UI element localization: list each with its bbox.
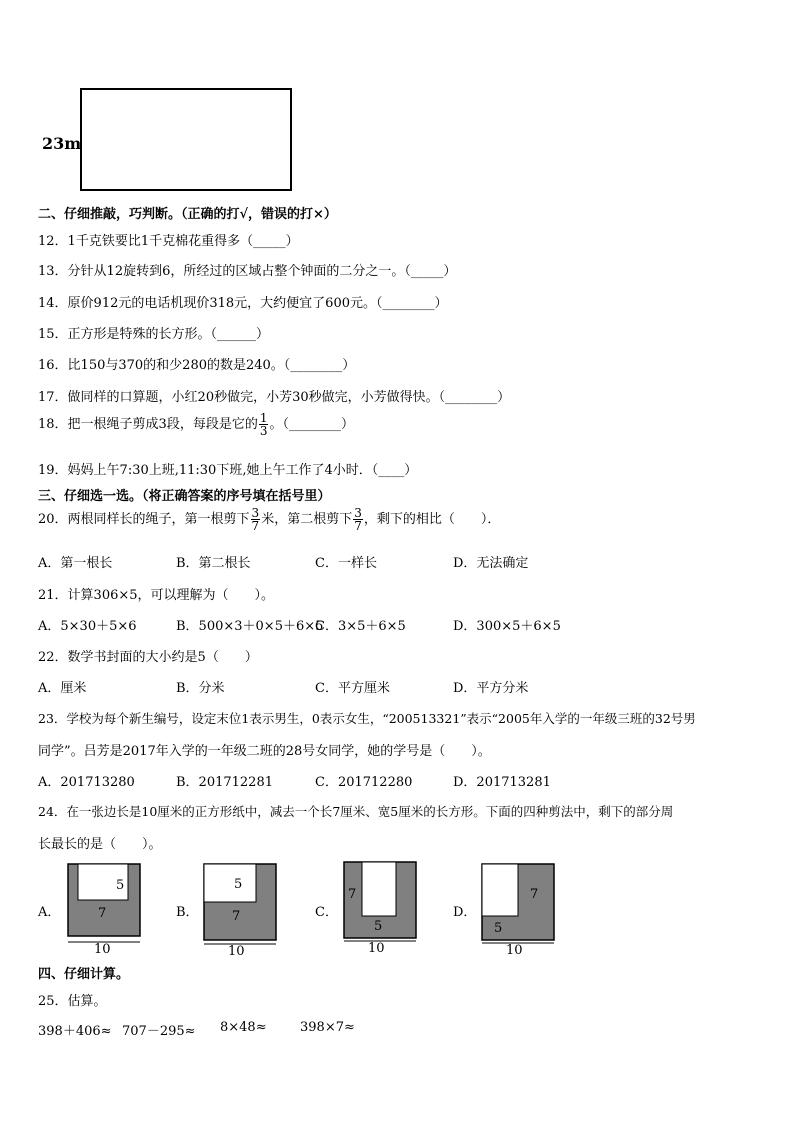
q24-label-a: A．: [38, 905, 61, 920]
q24-figure-c: [336, 860, 422, 958]
q20-option-c: C．一样长: [315, 556, 377, 571]
question-14: 14．原价912元的电话机现价318元，大约便宜了600元。（________）: [38, 296, 448, 311]
figure-label: 7: [348, 887, 357, 902]
q23-option-b: B．201712281: [176, 775, 273, 790]
question-20-part2: 米，第二根剪下: [261, 512, 353, 527]
q21-option-d: D．300×5＋6×5: [453, 619, 561, 634]
figure-label: 10: [228, 944, 245, 958]
q24-figure-a: [60, 862, 142, 958]
figure-label: 7: [98, 906, 107, 921]
q24-figure-b: [196, 862, 282, 962]
figure-label: 7: [530, 887, 539, 902]
fraction-numerator: 3: [251, 506, 260, 520]
question-16: 16．比150与370的和少280的数是240。（________）: [38, 358, 356, 373]
section-4-title: 四、仔细计算。: [38, 967, 130, 982]
q24-label-d: D．: [453, 905, 477, 920]
figure-label: 10: [368, 941, 385, 954]
q22-option-a: A．厘米: [38, 681, 87, 696]
figure-label: 5: [374, 919, 383, 934]
q21-option-b: B．500×3＋0×5＋6×5: [176, 619, 324, 634]
estimate-item-3: 8×48≈: [220, 1020, 267, 1035]
question-24-line1: 24．在一张边长是10厘米的正方形纸中，减去一个长7厘米、宽5厘米的长方形。下面的四种剪法中，剩下的部分周: [38, 804, 674, 819]
section-3-title: 三、仔细选一选。（将正确答案的序号填在括号里）: [38, 489, 331, 504]
question-18-text: 18．把一根绳子剪成3段，每段是它的: [38, 417, 258, 432]
q20-option-a: A．第一根长: [38, 556, 113, 571]
q24-label-b: B．: [176, 905, 199, 920]
question-25: 25．估算。: [38, 994, 107, 1009]
q21-option-c: C．3×5＋6×5: [315, 619, 406, 634]
rectangle-figure: [80, 88, 292, 191]
question-15: 15．正方形是特殊的长方形。（______）: [38, 327, 270, 342]
fraction: [259, 412, 269, 437]
q23-option-d: D．201713281: [453, 775, 551, 790]
q24-label-c: C．: [315, 905, 338, 920]
fraction: [251, 507, 261, 532]
figure-label: 10: [506, 943, 523, 956]
question-18-blank: 。（________）: [269, 417, 354, 432]
figure-label: 5: [116, 878, 125, 893]
question-20-part3: ，剩下的相比（ ）．: [363, 512, 501, 527]
fraction-numerator: 1: [259, 411, 268, 425]
fraction: [353, 507, 363, 532]
q22-option-b: B．分米: [176, 681, 225, 696]
question-23-line1: 23．学校为每个新生编号，设定末位1表示男生，0表示女生，“200513321”表示“2005年入学的一年级三班的32号男: [38, 711, 696, 726]
fraction-denominator: 7: [354, 519, 362, 533]
q23-option-c: C．201712280: [315, 775, 413, 790]
question-23-line2: 同学”。吕芳是2017年入学的一年级二班的28号女同学，她的学号是（ ）。: [38, 744, 491, 759]
estimate-item-2: 707－295≈: [122, 1024, 196, 1039]
figure-label: 5: [234, 877, 243, 892]
figure-label: 5: [494, 921, 503, 936]
q24-figure-d: [474, 860, 560, 960]
q23-option-a: A．201713280: [38, 775, 135, 790]
question-19: 19．妈妈上午7:30上班,11:30下班,她上午工作了4小时．（____）: [38, 463, 418, 478]
question-20: [38, 507, 500, 532]
question-20-part1: 20．两根同样长的绳子，第一根剪下: [38, 512, 250, 527]
estimate-item-4: 398×7≈: [300, 1020, 355, 1035]
side-length-label: 23m: [42, 134, 82, 153]
question-13: 13．分针从12旋转到6，所经过的区域占整个钟面的二分之一。（_____）: [38, 264, 457, 279]
figure-label: 7: [232, 909, 241, 924]
figure-label: 10: [94, 942, 111, 954]
fraction-denominator: 3: [259, 424, 268, 438]
question-21: 21．计算306×5，可以理解为（ ）。: [38, 588, 275, 603]
question-24-line2: 长最长的是（ ）。: [38, 837, 162, 852]
q20-option-b: B．第二根长: [176, 556, 251, 571]
q22-option-c: C．平方厘米: [315, 681, 390, 696]
q22-option-d: D．平方分米: [453, 681, 529, 696]
fraction-numerator: 3: [354, 506, 362, 520]
question-22: 22．数学书封面的大小约是5（ ）: [38, 650, 258, 665]
question-18: [38, 412, 354, 437]
q20-option-d: D．无法确定: [453, 556, 529, 571]
q21-option-a: A．5×30＋5×6: [38, 619, 137, 634]
estimate-item-1: 398＋406≈: [38, 1024, 112, 1039]
question-12: 12．1千克铁要比1千克棉花重得多（_____）: [38, 234, 299, 249]
question-17: 17．做同样的口算题，小红20秒做完，小芳30秒做完，小芳做得快。（________）: [38, 390, 511, 405]
section-2-title: 二、仔细推敲，巧判断。（正确的打√，错误的打×）: [38, 207, 337, 222]
fraction-denominator: 7: [251, 519, 260, 533]
